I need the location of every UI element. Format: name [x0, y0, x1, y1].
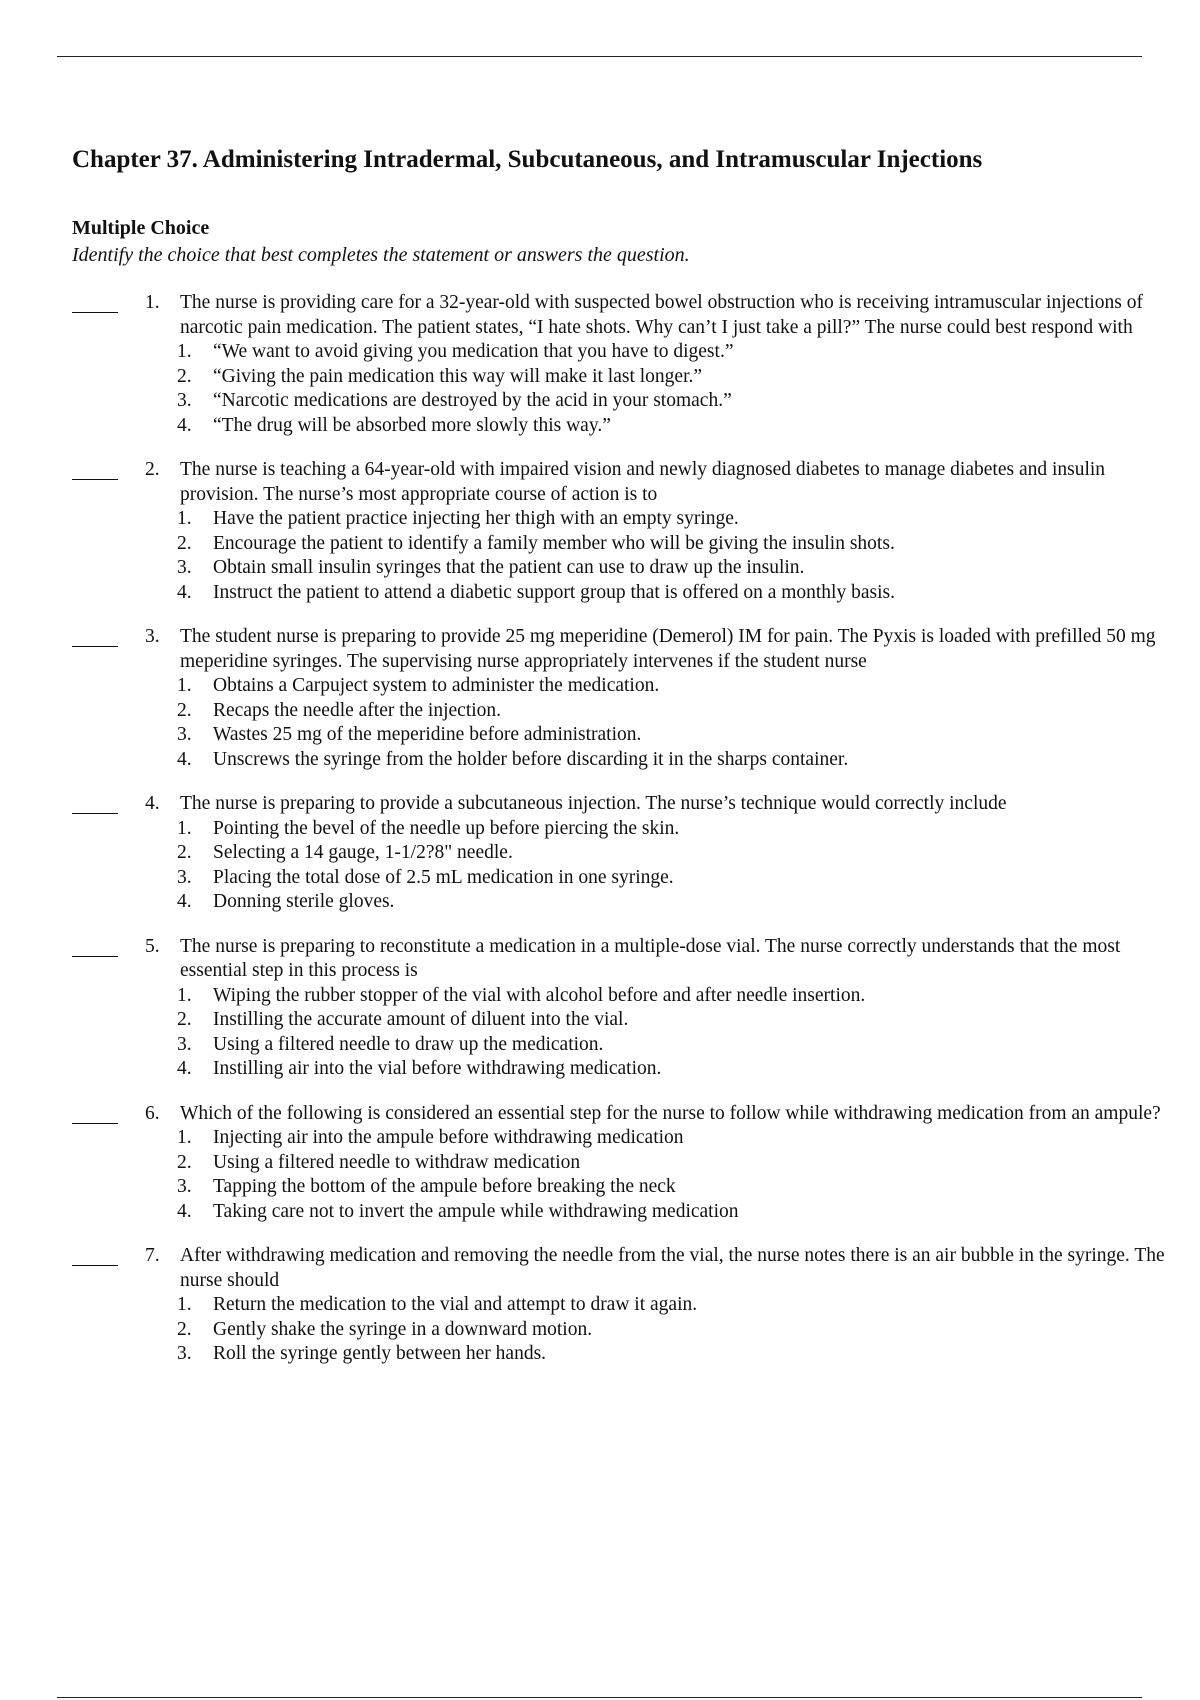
question-item: [0, 792, 1200, 915]
question-number: 6.: [145, 1102, 160, 1124]
answer-blank[interactable]: [72, 813, 118, 814]
option-text: “We want to avoid giving you medication that you have to digest.”: [213, 341, 734, 362]
option-number: 1.: [177, 341, 192, 362]
option-number: 4.: [177, 891, 192, 912]
option-number: 3.: [177, 866, 192, 888]
question-stem: After withdrawing medication and removing the needle from the vial, the nurse notes there is an air bubble in the syringe. The nurse should: [180, 1245, 1165, 1291]
option-text: Wastes 25 mg of the meperidine before administration.: [213, 724, 642, 745]
question-stem: The nurse is preparing to provide a subcutaneous injection. The nurse’s technique would correctly include: [180, 793, 1007, 814]
question-number: 4.: [145, 793, 160, 814]
answer-option: [177, 365, 1163, 390]
option-number: 3.: [177, 557, 192, 578]
option-number: 3.: [177, 1033, 192, 1055]
option-text: Wiping the rubber stopper of the vial with alcohol before and after needle insertion.: [213, 984, 866, 1006]
answer-option: [177, 340, 1163, 365]
answer-option: [177, 1008, 1163, 1033]
answer-option: [177, 1151, 1163, 1176]
answer-blank[interactable]: [72, 646, 118, 647]
section-heading: Multiple Choice: [72, 217, 210, 239]
answer-options: [0, 1126, 1200, 1224]
question-list: [0, 291, 1200, 1387]
question-number: 3.: [145, 626, 160, 647]
answer-option: [177, 1293, 1163, 1318]
answer-option: [177, 1057, 1163, 1082]
option-text: Roll the syringe gently between her hands.: [213, 1343, 547, 1364]
footer-rule: [57, 1697, 1142, 1698]
option-text: Have the patient practice injecting her thigh with an empty syringe.: [213, 508, 739, 529]
option-number: 4.: [177, 748, 192, 770]
option-text: Pointing the bevel of the needle up before piercing the skin.: [213, 817, 680, 839]
answer-options: [0, 674, 1200, 772]
option-number: 1.: [177, 817, 192, 839]
answer-blank[interactable]: [72, 479, 118, 480]
option-number: 2.: [177, 1151, 192, 1173]
option-number: 3.: [177, 724, 192, 745]
answer-option: [177, 532, 1163, 557]
answer-option: [177, 1342, 1163, 1367]
option-number: 3.: [177, 1343, 192, 1364]
answer-blank[interactable]: [72, 1123, 118, 1124]
answer-option: [177, 581, 1163, 606]
answer-option: [177, 841, 1163, 866]
option-text: Donning sterile gloves.: [213, 891, 395, 912]
answer-option: [177, 1033, 1163, 1058]
header-rule: [57, 56, 1142, 57]
option-number: 2.: [177, 365, 192, 387]
option-text: Taking care not to invert the ampule while withdrawing medication: [213, 1200, 739, 1222]
option-number: 2.: [177, 532, 192, 554]
option-number: 4.: [177, 1058, 192, 1079]
option-text: Instilling air into the vial before withdrawing medication.: [213, 1058, 662, 1079]
answer-options: [0, 507, 1200, 605]
option-number: 1.: [177, 984, 192, 1006]
answer-option: [177, 507, 1163, 532]
question-item: [0, 458, 1200, 605]
question-number: 1.: [145, 292, 160, 313]
answer-option: [177, 748, 1163, 773]
answer-option: [177, 817, 1163, 842]
page-title: Chapter 37. Administering Intradermal, Subcutaneous, and Intramuscular Injections: [72, 146, 983, 173]
option-text: Selecting a 14 gauge, 1-1/2?8" needle.: [213, 842, 513, 863]
option-text: “Narcotic medications are destroyed by the acid in your stomach.”: [213, 390, 732, 411]
option-number: 3.: [177, 390, 192, 411]
option-number: 4.: [177, 581, 192, 603]
answer-option: [177, 1175, 1163, 1200]
option-number: 1.: [177, 675, 192, 696]
question-number: 2.: [145, 459, 160, 480]
answer-option: [177, 723, 1163, 748]
question-item: [0, 1244, 1200, 1367]
option-text: Using a filtered needle to withdraw medication: [213, 1151, 581, 1173]
option-text: Obtains a Carpuject system to administer the medication.: [213, 675, 660, 696]
option-text: Tapping the bottom of the ampule before breaking the neck: [213, 1176, 676, 1197]
question-stem: The student nurse is preparing to provide 25 mg meperidine (Demerol) IM for pain. The Pyxis is loaded with prefilled 50 mg meperidine syringes. The supervising nurse appropriately intervenes if the student nurse: [180, 626, 1156, 672]
answer-blank[interactable]: [72, 1265, 118, 1266]
question-stem: Which of the following is considered an essential step for the nurse to follow while withdrawing medication from an ampule?: [180, 1102, 1161, 1124]
option-number: 4.: [177, 414, 192, 436]
option-text: Obtain small insulin syringes that the patient can use to draw up the insulin.: [213, 557, 805, 578]
option-text: Unscrews the syringe from the holder before discarding it in the sharps container.: [213, 748, 849, 770]
answer-option: [177, 1126, 1163, 1151]
question-number: 7.: [145, 1245, 160, 1266]
option-number: 1.: [177, 508, 192, 529]
answer-option: [177, 414, 1163, 439]
question-item: [0, 625, 1200, 772]
option-text: “The drug will be absorbed more slowly this way.”: [213, 414, 611, 436]
section-instructions: Identify the choice that best completes the statement or answers the question.: [72, 244, 690, 266]
answer-option: [177, 866, 1163, 891]
option-number: 2.: [177, 842, 192, 863]
option-text: Instilling the accurate amount of diluent into the vial.: [213, 1009, 629, 1030]
answer-blank[interactable]: [72, 312, 118, 313]
answer-option: [177, 890, 1163, 915]
option-text: Using a filtered needle to draw up the medication.: [213, 1033, 604, 1055]
answer-options: [0, 340, 1200, 438]
answer-option: [177, 556, 1163, 581]
option-text: Encourage the patient to identify a family member who will be giving the insulin shots.: [213, 532, 895, 554]
question-number: 5.: [145, 935, 160, 957]
answer-option: [177, 1318, 1163, 1343]
option-number: 1.: [177, 1294, 192, 1315]
question-item: [0, 1102, 1200, 1225]
question-item: [0, 935, 1200, 1082]
option-text: Gently shake the syringe in a downward motion.: [213, 1318, 593, 1340]
option-text: Injecting air into the ampule before withdrawing medication: [213, 1127, 684, 1148]
answer-option: [177, 1200, 1163, 1225]
option-text: Placing the total dose of 2.5 mL medication in one syringe.: [213, 866, 674, 888]
answer-option: [177, 389, 1163, 414]
answer-option: [177, 984, 1163, 1009]
question-item: [0, 291, 1200, 438]
option-text: “Giving the pain medication this way will make it last longer.”: [213, 365, 703, 387]
answer-option: [177, 674, 1163, 699]
question-stem: The nurse is providing care for a 32-year-old with suspected bowel obstruction who is receiving intramuscular injections of narcotic pain medication. The patient states, “I hate shots. Why can’t I just take a pill?” The nurse could best respond with: [180, 292, 1143, 338]
option-number: 2.: [177, 1009, 192, 1030]
answer-options: [0, 1293, 1200, 1367]
option-number: 1.: [177, 1127, 192, 1148]
answer-options: [0, 984, 1200, 1082]
option-number: 2.: [177, 1318, 192, 1340]
answer-blank[interactable]: [72, 956, 118, 957]
option-number: 4.: [177, 1200, 192, 1222]
question-stem: The nurse is preparing to reconstitute a medication in a multiple-dose vial. The nurse correctly understands that the most essential step in this process is: [180, 935, 1121, 981]
question-stem: The nurse is teaching a 64-year-old with impaired vision and newly diagnosed diabetes to manage diabetes and insulin provision. The nurse’s most appropriate course of action is to: [180, 459, 1106, 505]
option-number: 2.: [177, 699, 192, 721]
option-number: 3.: [177, 1176, 192, 1197]
option-text: Recaps the needle after the injection.: [213, 699, 502, 721]
answer-option: [177, 699, 1163, 724]
option-text: Return the medication to the vial and attempt to draw it again.: [213, 1294, 698, 1315]
answer-options: [0, 817, 1200, 915]
option-text: Instruct the patient to attend a diabetic support group that is offered on a monthly basis.: [213, 581, 895, 603]
